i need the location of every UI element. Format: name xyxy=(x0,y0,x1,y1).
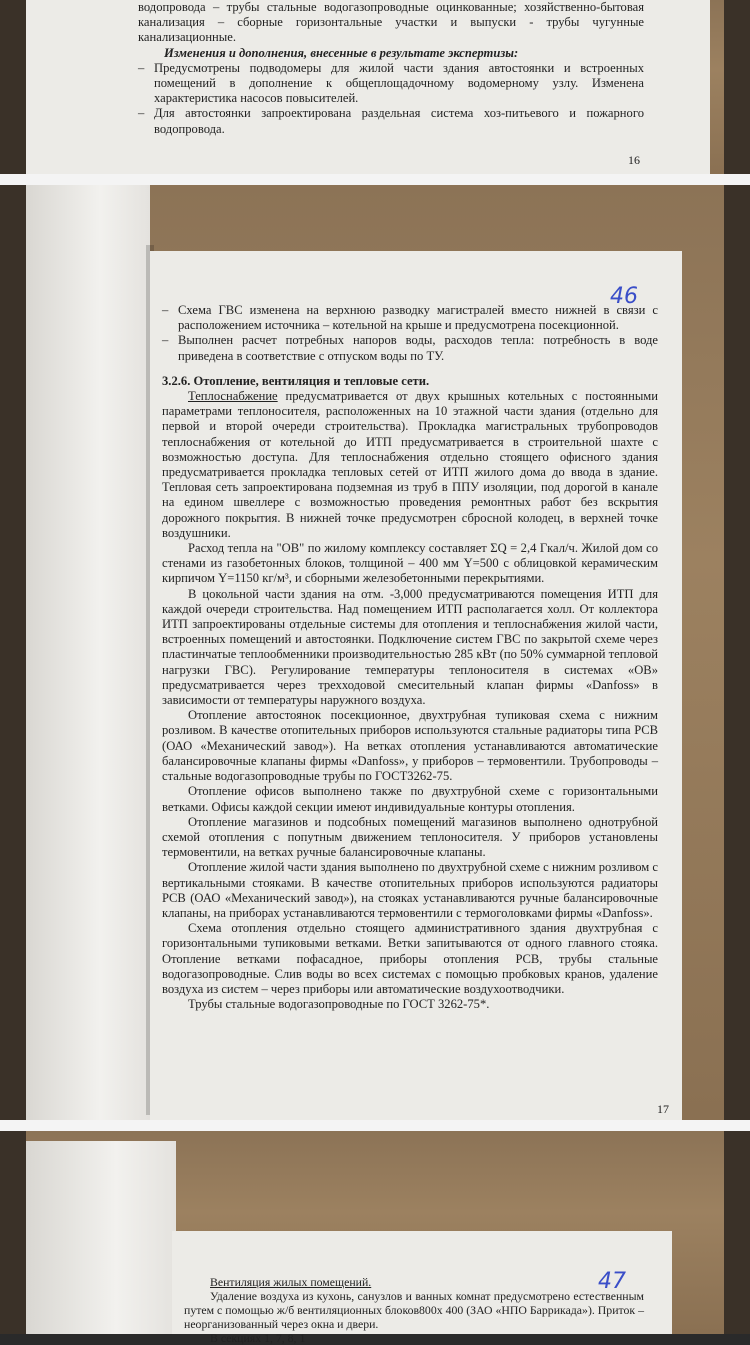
background-left xyxy=(0,1131,26,1334)
section-heading: 3.2.6. Отопление, вентиляция и тепловые сети. xyxy=(162,373,430,388)
photo-page-17 xyxy=(0,185,750,1120)
paragraph: Трубы стальные водогазопроводные по ГОСТ 3262-75*. xyxy=(188,997,490,1012)
background-right xyxy=(724,185,750,1120)
page-16-text xyxy=(138,0,644,137)
bullet-item: – Предусмотрены подводомеры для жилой части здания автостоянки и встроенных помещений в дополнение к общеплощадочному водомерному узлу. Изменена характеристика насосов повысителей. xyxy=(138,61,644,107)
changes-heading: Изменения и дополнения, внесенные в результате экспертизы: xyxy=(164,45,519,60)
bullet-item: – Для автостоянки запроектирована раздельная система хоз-питьевого и пожарного водопровода. xyxy=(138,106,644,136)
page-17-text xyxy=(162,303,658,1012)
paragraph: Удаление воздуха из кухонь, санузлов и ванных комнат предусмотрено естественным путем с помощью ж/б вентиляционных блоков800х 400 (ЗАО «НПО Баррикада»). Приток – неорганизованный через окна и двери. xyxy=(184,1289,644,1331)
bullet-item: – Выполнен расчет потребных напоров воды, расходов тепла: потребность в воде приведена в соответствие с отпуском воды по ТУ. xyxy=(162,333,658,363)
background-left xyxy=(0,185,26,1120)
paragraph: Отопление автостоянок посекционное, двухтрубная тупиковая схема с нижним розливом. В качестве отопительных приборов используются стальные радиаторы типа PCB (ОАО «Механический завод»). На ветках отопления устанавливаются автоматические балансировочные клапаны фирмы «Danfoss», у приборов – термовентили. Трубопроводы – стальные водогазопроводные трубы по ГОСТ3262-75. xyxy=(162,708,658,784)
background-left xyxy=(0,0,26,174)
page-18-text xyxy=(184,1275,644,1345)
background-right xyxy=(724,0,750,174)
text-line: водопровода – трубы стальные водогазопроводные оцинкованные; хозяйственно-бытовая канализация – сборные горизонтальные участки и выпуски - трубы чугунные канализационные. xyxy=(138,0,644,45)
left-page-edge xyxy=(26,185,150,1120)
page-number: 16 xyxy=(628,153,640,167)
photo-separator xyxy=(0,1120,750,1131)
paragraph: В цокольной части здания на отм. -3,000 предусматриваются помещения ИТП для каждой очереди строительства. Над помещением ИТП располагается холл. От коллектора ИТП запроектированы отдельные системы для отопления и теплоснабжения жилой части, встроенных помещений и автостоянки. Подключение систем ГВС по закрытой схеме через пластинчатые теплообменники производительностью 285 кВт (по 50% суммарной тепловой нагрузки ГВС). Регулирование температуры теплоносителя в системах «ОВ» предусматривается через трехходовой смесительный клапан фирмы «Danfoss» в зависимости от температуры наружного воздуха. xyxy=(162,586,658,708)
left-page-edge xyxy=(26,1141,176,1334)
paragraph-text: предусматривается от двух крышных котельных с постоянными параметрами теплоносителя, расположенных на 10 этажной части здания (отдельно для первой и второй очереди строительства). Прокладка магистральных трубопроводов теплоснабжения от котельной до ИТП предусматривается в строительной шахте с возможностью доступа. Для теплоснабжения отдельно стоящего офисного здания предусматривается прокладка тепловых сетей от ИТП жилого дома до ввода в здание. Тепловая сеть запроектирована подземная из труб в ППУ изоляции, под дорогой в канале на едином швеллере с возможностью проведения ремонтных работ без вскрытия дорожного покрытия. В нижней точке предусмотрен сбросной колодец, в верхней точке воздушники. xyxy=(162,389,658,540)
paragraph: В секциях 1, 7, 8, 1 xyxy=(210,1331,306,1345)
photo-page-18 xyxy=(0,1131,750,1345)
paragraph: Отопление офисов выполнено также по двухтрубной схеме с горизонтальными ветками. Офисы каждой секции имеют индивидуальные контуры отопления. xyxy=(162,784,658,814)
photo-separator xyxy=(0,174,750,185)
paragraph: Отопление жилой части здания выполнено по двухтрубной схеме с нижним розливом с вертикальными стояками. В качестве отопительных приборов используются радиаторы PCB (ОАО «Механический завод»), на стояках устанавливаются ручные балансировочные клапаны, на приборах устанавливаются термовентили с термоголовками фирмы «Danfoss». xyxy=(162,860,658,920)
handwritten-number: 46 xyxy=(610,284,638,309)
paragraph: Отопление магазинов и подсобных помещений магазинов выполнено однотрубной схемой отопления с попутным движением теплоносителя. У приборов установлены термовентили, на ветках ручные балансировочные клапаны. xyxy=(162,814,658,860)
heat-supply-term: Теплоснабжение xyxy=(188,389,278,404)
handwritten-number: 47 xyxy=(598,1269,626,1294)
photo-page-16 xyxy=(0,0,750,174)
paragraph: Расход тепла на "ОВ" по жилому комплексу составляет ΣQ = 2,4 Гкал/ч. Жилой дом со стенами из газобетонных блоков, толщиной – 400 мм Y=500 с облицовкой керамическим кирпичом Y=1150 кг/м³, и сборными железобетонными перекрытиями. xyxy=(162,541,658,586)
page-number: 17 xyxy=(657,1102,669,1116)
section-heading: Вентиляция жилых помещений. xyxy=(210,1275,372,1289)
paragraph: Схема отопления отдельно стоящего административного здания двухтрубная с горизонтальными тупиковыми ветками. Ветки запитываются от одного главного стояка. Отопление ветками пофасадное, приборы отопления PCB, трубы стальные водогазопроводные. Слив воды во всех системах с помощью пробковых кранов, удаление воздуха из систем – через приборы или автоматические воздухоотводчики. xyxy=(162,921,658,996)
bullet-item: – Схема ГВС изменена на верхнюю разводку магистралей вместо нижней в связи с расположением источника – котельной на крыше и предусмотрена посекционной. xyxy=(162,303,658,333)
background-right xyxy=(724,1131,750,1334)
